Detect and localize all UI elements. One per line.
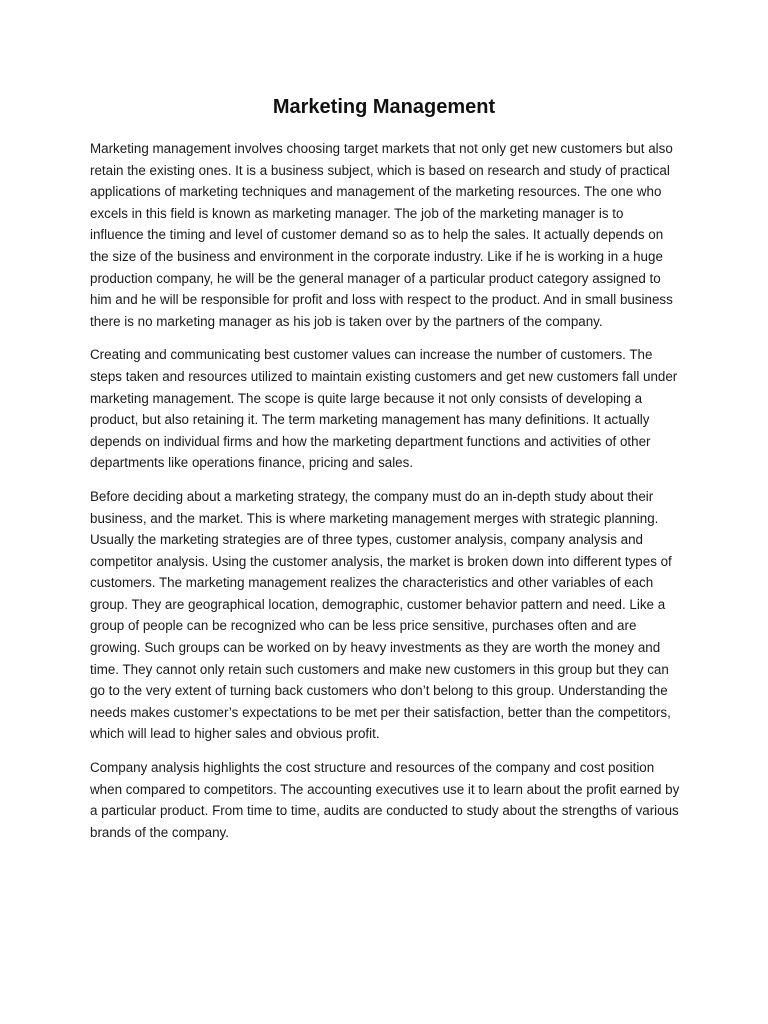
paragraph-1: Marketing management involves choosing target markets that not only get new customers but also retain the existing ones. It is a business subject, which is based on research and study of practical applications of marketing techniques and management of the marketing resources. The one who excels in this field is known as marketing manager. The job of the marketing manager is to influence the timing and level of customer demand so as to help the sales. It actually depends on the size of the business and environment in the corporate industry. Like if he is working in a huge production company, he will be the general manager of a particular product category assigned to him and he will be responsible for profit and loss with respect to the product. And in small business there is no marketing manager as his job is taken over by the partners of the company. [90,141,673,329]
document-title: Marketing Management [272,96,496,118]
paragraph-4: Company analysis highlights the cost structure and resources of the company and cost position when compared to competitors. The accounting executives use it to learn about the profit earned by a particular product. From time to time, audits are conducted to study about the strengths of various brands of the company. [90,760,680,840]
paragraph-3: Before deciding about a marketing strategy, the company must do an in-depth study about their business, and the market. This is where marketing management merges with strategic planning. Usually the marketing strategies are of three types, customer analysis, company analysis and competitor analysis. Using the customer analysis, the market is broken down into different types of customers. The marketing management realizes the characteristics and other variables of each group. They are geographical location, demographic, customer behavior pattern and need. Like a group of people can be recognized who can be less price sensitive, purchases often and are growing. Such groups can be worked on by heavy investments as they are worth the money and time. They cannot only retain such customers and make new customers in this group but they can go to the very extent of turning back customers who don’t belong to this group. Understanding the needs makes customer’s expectations to be met per their satisfaction, better than the competitors, which will lead to higher sales and obvious profit. [90,488,672,742]
paragraph-2: Creating and communicating best customer values can increase the number of customers. The steps taken and resources utilized to maintain existing customers and get new customers fall under marketing management. The scope is quite large because it not only consists of developing a product, but also retaining it. The term marketing management has many definitions. It actually depends on individual firms and how the marketing department functions and activities of other departments like operations finance, pricing and sales. [90,347,678,471]
document-body [90,138,680,855]
